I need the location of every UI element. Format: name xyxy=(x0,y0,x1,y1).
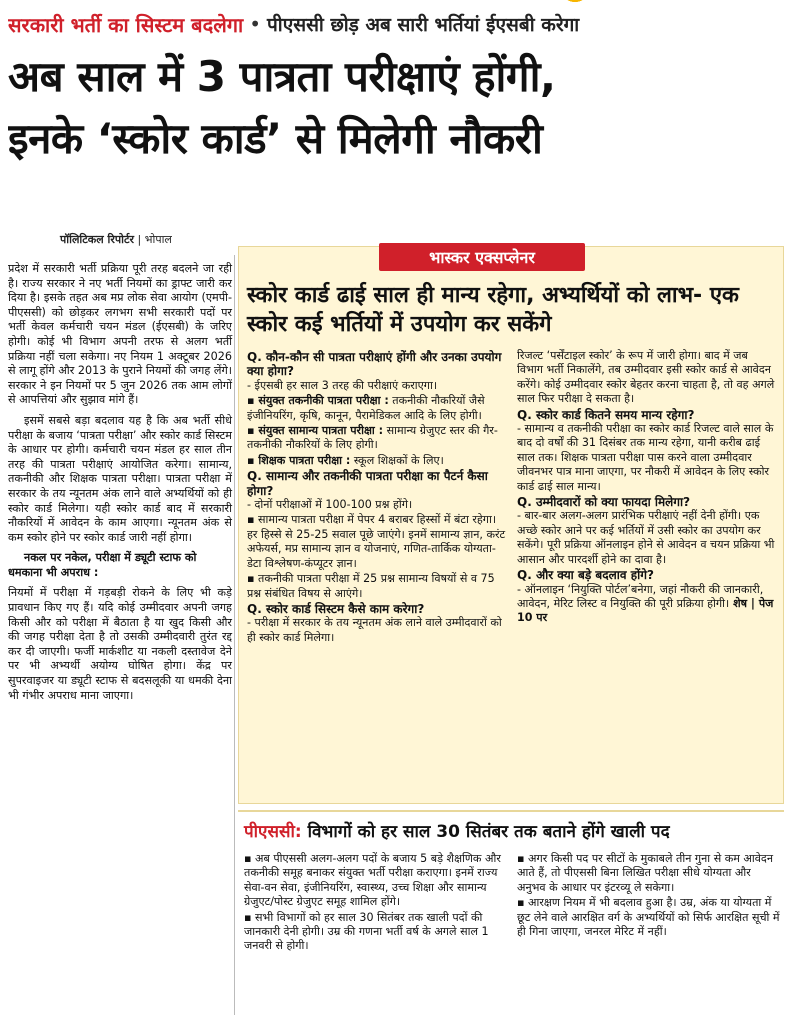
byline-city: भोपाल xyxy=(144,233,172,246)
continued-on-page-link[interactable]: शेष | पेज 10 पर xyxy=(517,596,774,625)
left-paragraph-2: इसमें सबसे बड़ा बदलाव यह है कि अब भर्ती सीधे परीक्षा के बजाय ‘पात्रता परीक्षा’ और स्कोर कार्ड सिस्टम के आधार पर होगी। कर्मचारी चयन मंडल हर साल तीन तरह की पात्रता परीक्षाएं आयोजित करेगा। सामान्य, तकनीकी और शिक्षक पात्रता परीक्षा। पात्रता परीक्षा में सरकार के तय न्यूनतम अंक लाने वाले अभ्यर्थियों को ही स्कोर कार्ड मिलेगा। यही स्कोर कार्ड बाद में सरकारी नौकरियों में आवेदन के काम आएगा। न्यूनतम अंक से कम स्कोर होने पर स्कोर कार्ड जारी नहीं होगा। xyxy=(8,413,232,544)
psc-box xyxy=(238,810,784,1018)
psc-point-2: ▪ सभी विभागों को हर साल 30 सितंबर तक खाली पदों की जानकारी देनी होगी। उम्र की गणना भर्ती वर्ष के अगले साल 1 जनवरी से होगी। xyxy=(244,910,489,953)
question-3: Q. स्कोर कार्ड सिस्टम कैसे काम करेगा? xyxy=(247,601,425,616)
question-5: Q. उम्मीदवारों को क्या फायदा मिलेगा? xyxy=(517,495,691,510)
question-4: Q. स्कोर कार्ड कितने समय मान्य रहेगा? xyxy=(517,407,695,422)
bullet-general xyxy=(247,424,507,453)
question-6: Q. और क्या बड़े बदलाव होंगे? xyxy=(517,568,654,583)
psc-title xyxy=(244,820,780,844)
answer-3-continued: रिजल्ट ‘पर्सेंटाइल स्कोर’ के रूप में जारी होगा। बाद में जब विभाग भर्ती निकालेंगे, तब उम्मीदवार इसी स्कोर कार्ड से आवेदन करेंगे। कोई उम्मीदवार स्कोर बेहतर करना चाहता है, तो वह अगले साल फिर परीक्षा दे सकता है। xyxy=(517,349,775,406)
headline xyxy=(8,46,785,170)
explainer-badge: भास्कर एक्सप्लेनर xyxy=(379,243,585,271)
psc-point-1: ▪ अब पीएससी अलग-अलग पदों के बजाय 5 बड़े शैक्षणिक और तकनीकी समूह बनाकर संयुक्त भर्ती परीक्षा कराएगा। इनमें राज्य सेवा-वन सेवा, इंजीनियरिंग, स्वास्थ्य, उच्च शिक्षा और सामान्य ग्रेजुएट/पोस्ट ग्रेजुएट समूह शामिल होंगे। xyxy=(244,852,501,909)
psc-point-3: ▪ अगर किसी पद पर सीटों के मुकाबले तीन गुना से कम आवेदन आते हैं, तो पीएससी बिना लिखित परीक्षा सीधे योग्यता और अनुभव के आधार पर इंटरव्यू ले सकेगा। xyxy=(517,852,773,894)
bullet-technical-text: तकनीकी नौकरियों जैसे इंजीनियरिंग, कृषि, कानून, पैरामेडिकल आदि के लिए होगी। xyxy=(247,394,485,422)
left-paragraph-1: प्रदेश में सरकारी भर्ती प्रक्रिया पूरी तरह बदलने जा रही है। राज्य सरकार ने नए भर्ती नियमों का ड्राफ्ट जारी कर दिया है। इसके तहत अब मप्र लोक सेवा आयोग (एमपी-पीएससी) को छोड़कर लगभग सभी सरकारी पदों पर भर्ती केवल कर्मचारी चयन मंडल (ईएसबी) के जरिए होगी। कोई भी विभाग अपनी तरफ से अलग भर्ती प्रक्रिया नहीं चला सकेगा। नए नियम 1 अक्टूबर 2026 से लागू होंगे और 2013 के पुराने नियमों की जगह लेंगे। सरकार ने इन नियमों पर 5 जुन 2026 तक आम लोगों से आपत्तियां और सुझाव मांगे हैं। xyxy=(8,262,232,407)
kicker-left: सरकारी भर्ती का सिस्टम बदलेगा xyxy=(8,12,244,37)
explainer-column-2 xyxy=(517,349,777,646)
kicker-right: पीएससी छोड़ अब सारी भर्तियां ईएसबी करेगा xyxy=(267,14,580,36)
psc-title-text: विभागों को हर साल 30 सितंबर तक बताने होंगे खाली पद xyxy=(301,822,670,842)
byline xyxy=(60,232,172,247)
question-1: Q. कौन-कौन सी पात्रता परीक्षाएं होंगी और उनका उपयोग क्या होगा? xyxy=(247,350,502,379)
explainer-columns xyxy=(247,349,777,646)
bullet-general-head: ▪ संयुक्त सामान्य पात्रता परीक्षा : xyxy=(247,424,384,438)
psc-point-4: ▪ आरक्षण नियम में भी बदलाव हुआ है। उम्र, अंक या योग्यता में छूट लेने वाले आरक्षित वर्ग के अभ्यर्थियों को सिर्फ आरक्षित सूची में ही गिना जाएगा, जनरल मेरिट में नहीं। xyxy=(517,896,780,939)
answer-4: - सामान्य व तकनीकी परीक्षा का स्कोर कार्ड रिजल्ट वाले साल के बाद दो वर्षों की 31 दिसंबर तक मान्य रहेगा, यानी करीब ढाई साल तक। शिक्षक पात्रता परीक्षा पास करने वाला उम्मीदवार जीवनभर पात्र माना जाएगा, पर नौकरी में आवेदन के लिए स्कोर कार्ड ढाई साल मान्य। xyxy=(517,422,774,493)
kicker-dot-icon: • xyxy=(249,12,261,36)
explainer-title: स्कोर कार्ड ढाई साल ही मान्य रहेगा, अभ्यर्थियों को लाभ- एक स्कोर कई भर्तियों में उपयोग कर सकेंगे xyxy=(247,283,739,337)
bullet-teacher-text: स्कूल शिक्षकों के लिए। xyxy=(350,453,444,467)
left-paragraph-3: नियमों में परीक्षा में गड़बड़ी रोकने के लिए भी कड़े प्रावधान किए गए हैं। यदि कोई उम्मीदवार अपनी जगह किसी और को परीक्षा में बैठाता है या खुद किसी और की जगह परीक्षा देता है तो उसकी उम्मीदवारी तुरंत रद्द कर दी जाएगी। फर्जी मार्कशीट या नकली दस्तावेज देने पर भी अभ्यर्थी अयोग्य घोषित होगा। केंद्र पर सुपरवाइजर या ड्यूटी स्टाफ से बदसलूकी या धमकी देना भी गंभीर अपराध माना जाएगा। xyxy=(8,586,232,702)
answer-2c: ▪ तकनीकी पात्रता परीक्षा में 25 प्रश्न सामान्य विषयों से व 75 प्रश्न संबंधित विषय से आएंगे। xyxy=(247,572,495,600)
bullet-teacher-head: ▪ शिक्षक पात्रता परीक्षा : xyxy=(247,453,351,467)
answer-6 xyxy=(517,583,777,626)
left-subhead: नकल पर नकेल, परीक्षा में ड्यूटी स्टाफ को धमकाना भी अपराध : xyxy=(8,551,197,579)
bullet-general-text: सामान्य ग्रेजुएट स्तर की गैर-तकनीकी नौकरियों के लिए होगी। xyxy=(247,424,498,452)
headline-line-2: इनके ‘स्कोर कार्ड’ से मिलेगी नौकरी xyxy=(8,114,543,163)
byline-separator: | xyxy=(134,233,145,246)
psc-columns xyxy=(244,852,780,955)
kicker-line xyxy=(8,6,785,42)
bullet-teacher xyxy=(247,454,507,468)
bullet-technical xyxy=(247,394,507,423)
answer-5: - बार-बार अलग-अलग प्रारंभिक परीक्षाएं नहीं देनी होंगी। एक अच्छे स्कोर आने पर कई भर्तियों में उसी स्कोर का उपयोग कर सकेंगे। पूरी प्रक्रिया ऑनलाइन होने से आवेदन व चयन प्रक्रिया भी आसान और पारदर्शी होने का दावा है। xyxy=(517,509,775,566)
answer-3: - परीक्षा में सरकार के तय न्यूनतम अंक लाने वाले उम्मीदवारों को ही स्कोर कार्ड मिलेगा। xyxy=(247,616,502,644)
answer-2: - दोनों परीक्षाओं में 100-100 प्रश्न होंगे। xyxy=(247,498,413,512)
answer-1: - ईएसबी हर साल 3 तरह की परीक्षाएं कराएगा। xyxy=(247,378,438,392)
psc-column-2 xyxy=(517,852,780,955)
psc-label: पीएससी: xyxy=(244,822,302,842)
explainer-column-1 xyxy=(247,349,507,646)
answer-6-text: - ऑनलाइन ‘नियुक्ति पोर्टल’बनेगा, जहां नौकरी की जानकारी, आवेदन, मेरिट लिस्ट व नियुक्ति की पूरी प्रक्रिया होगी। xyxy=(517,582,764,610)
headline-line-1: अब साल में 3 पात्रता परीक्षाएं होंगी, xyxy=(8,52,556,101)
answer-2b: ▪ सामान्य पात्रता परीक्षा में पेपर 4 बराबर हिस्सों में बंटा रहेगा। हर हिस्से से 25-25 सवाल पूछे जाएंगे। इनमें सामान्य ज्ञान, करंट अफेयर्स, मप्र सामान्य ज्ञान व योजनाएं, गणित-तार्किक योग्यता-डेटा विश्लेषण-कंप्यूटर ज्ञान। xyxy=(247,513,506,570)
question-2: Q. सामान्य और तकनीकी पात्रता परीक्षा का पैटर्न कैसा होगा? xyxy=(247,469,488,498)
psc-column-1 xyxy=(244,852,507,955)
column-divider xyxy=(234,255,235,1015)
explainer-box xyxy=(238,246,784,804)
bullet-technical-head: ▪ संयुक्त तकनीकी पात्रता परीक्षा : xyxy=(247,394,389,408)
left-column-article xyxy=(8,262,232,709)
byline-reporter: पॉलिटिकल रिपोर्टर xyxy=(60,233,135,246)
